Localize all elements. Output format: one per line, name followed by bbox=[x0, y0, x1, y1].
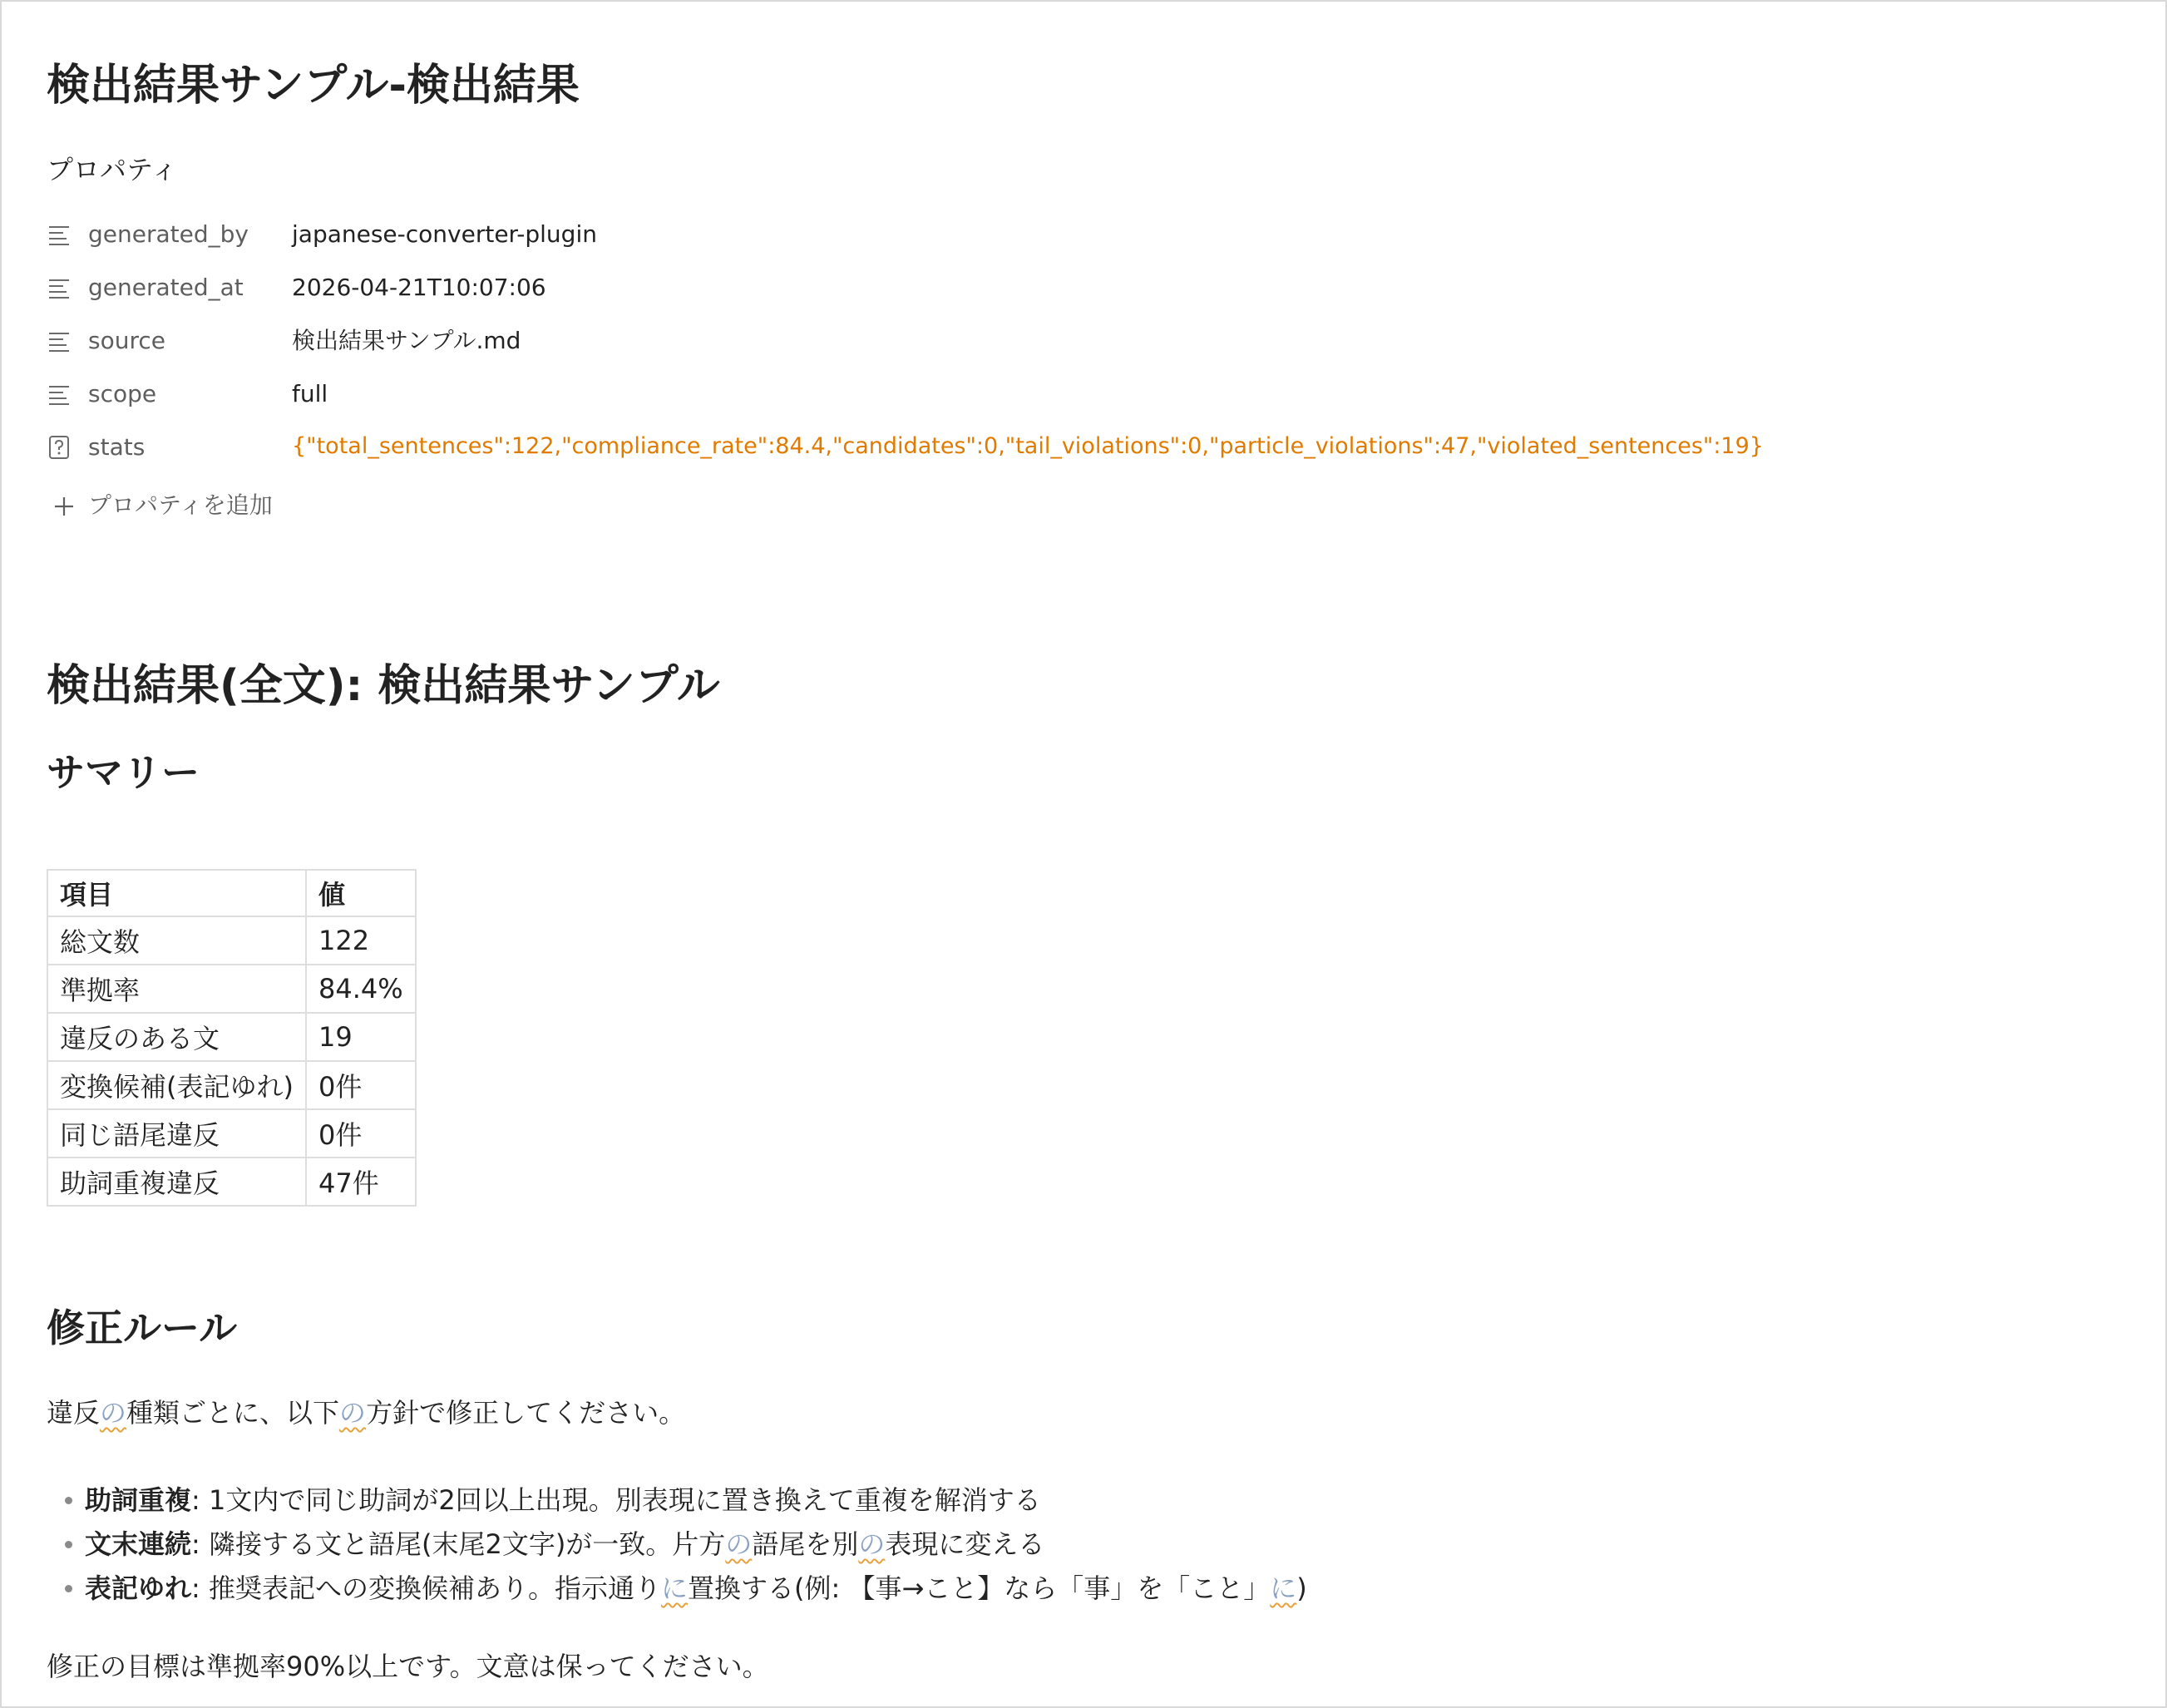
text-lines-icon bbox=[47, 382, 72, 407]
property-key[interactable]: generated_at bbox=[88, 274, 244, 301]
rules-heading: 修正ルール bbox=[47, 1306, 238, 1350]
text-lines-icon bbox=[47, 328, 72, 353]
property-key[interactable]: generated_by bbox=[88, 220, 249, 248]
table-cell[interactable]: 助詞重複違反 bbox=[47, 1158, 306, 1206]
spelling-mark[interactable]: の bbox=[339, 1397, 367, 1429]
text-segment: 置換する(例: 【事→こと】なら「事」を「こと」 bbox=[688, 1572, 1271, 1604]
table-cell[interactable]: 変換候補(表記ゆれ) bbox=[47, 1061, 306, 1109]
rule-term: 助詞重複 bbox=[85, 1484, 192, 1516]
table-cell[interactable]: 同じ語尾違反 bbox=[47, 1109, 306, 1158]
rule-text: : 1文内で同じ助詞が2回以上出現。別表現に置き換えて重複を解消する bbox=[191, 1484, 1041, 1516]
plus-icon bbox=[52, 494, 77, 519]
table-cell[interactable]: 準拠率 bbox=[47, 965, 306, 1013]
table-header-row bbox=[47, 870, 416, 916]
bullet-icon bbox=[65, 1497, 72, 1504]
spelling-mark[interactable]: の bbox=[725, 1528, 753, 1560]
properties-heading[interactable]: プロパティ bbox=[47, 154, 178, 185]
table-cell[interactable]: 違反のある文 bbox=[47, 1013, 306, 1061]
table-cell[interactable]: 84.4% bbox=[306, 965, 416, 1013]
property-value-json[interactable]: {"total_sentences":122,"compliance_rate":84.4,"candidates":0,"tail_violations":0,"particle_violations":47,"violated_sentences":19} bbox=[292, 433, 1764, 459]
text-segment: : 推奨表記への変換候補あり。指示通り bbox=[191, 1572, 661, 1604]
add-property-label: プロパティを追加 bbox=[88, 491, 273, 519]
text-segment: 違反 bbox=[47, 1397, 101, 1429]
rule-term: 文末連続 bbox=[85, 1528, 192, 1560]
column-header-item[interactable]: 項目 bbox=[47, 870, 306, 916]
table-row bbox=[47, 1061, 416, 1109]
property-value[interactable]: 2026-04-21T10:07:06 bbox=[292, 274, 546, 301]
question-box-icon bbox=[47, 435, 72, 460]
list-item bbox=[47, 1478, 1307, 1523]
table-cell[interactable]: 122 bbox=[306, 916, 416, 965]
rule-term: 表記ゆれ bbox=[85, 1572, 192, 1604]
spelling-mark[interactable]: に bbox=[1270, 1572, 1297, 1604]
bullet-icon bbox=[65, 1585, 72, 1592]
text-lines-icon bbox=[47, 222, 72, 247]
table-row bbox=[47, 965, 416, 1013]
document-title: 検出結果(全文): 検出結果サンプル bbox=[47, 661, 720, 711]
summary-table bbox=[47, 869, 417, 1207]
summary-heading: サマリー bbox=[47, 750, 200, 795]
text-lines-icon bbox=[47, 275, 72, 300]
rules-intro bbox=[47, 1397, 685, 1429]
table-row bbox=[47, 1109, 416, 1158]
spelling-mark[interactable]: の bbox=[100, 1397, 127, 1429]
text-segment: : 隣接する文と語尾(末尾2文字)が一致。片方 bbox=[191, 1528, 726, 1560]
bullet-icon bbox=[65, 1541, 72, 1548]
table-row bbox=[47, 916, 416, 965]
property-key[interactable]: source bbox=[88, 327, 165, 354]
table-row bbox=[47, 1013, 416, 1061]
rules-goal: 修正の目標は準拠率90%以上です。文意は保ってください。 bbox=[47, 1651, 769, 1682]
spelling-mark[interactable]: に bbox=[660, 1572, 688, 1604]
text-segment: 種類ごとに、以下 bbox=[126, 1397, 340, 1429]
table-cell[interactable]: 19 bbox=[306, 1013, 416, 1061]
property-key[interactable]: scope bbox=[88, 380, 157, 407]
text-segment: 方針で修正してください。 bbox=[366, 1397, 686, 1429]
table-cell[interactable]: 0件 bbox=[306, 1061, 416, 1109]
property-row-scope[interactable] bbox=[47, 373, 2042, 415]
column-header-value[interactable]: 値 bbox=[306, 870, 416, 916]
property-key[interactable]: stats bbox=[88, 433, 146, 461]
note-title[interactable]: 検出結果サンプル-検出結果 bbox=[47, 61, 580, 111]
property-row-source[interactable] bbox=[47, 320, 2042, 362]
table-cell[interactable]: 総文数 bbox=[47, 916, 306, 965]
property-value[interactable]: full bbox=[292, 380, 328, 407]
property-row-generated-by[interactable] bbox=[47, 214, 2042, 255]
rules-list bbox=[47, 1478, 1307, 1611]
property-row-stats[interactable] bbox=[47, 427, 2042, 468]
list-item bbox=[47, 1523, 1307, 1567]
text-segment: 語尾を別 bbox=[752, 1528, 859, 1560]
text-segment: 表現に変える bbox=[885, 1528, 1045, 1560]
text-segment: ) bbox=[1296, 1572, 1307, 1604]
table-cell[interactable]: 0件 bbox=[306, 1109, 416, 1158]
table-cell[interactable]: 47件 bbox=[306, 1158, 416, 1206]
property-row-generated-at[interactable] bbox=[47, 267, 2042, 309]
list-item bbox=[47, 1567, 1307, 1611]
table-row bbox=[47, 1158, 416, 1206]
spelling-mark[interactable]: の bbox=[858, 1528, 886, 1560]
property-value[interactable]: 検出結果サンプル.md bbox=[292, 327, 521, 354]
property-value[interactable]: japanese-converter-plugin bbox=[292, 220, 597, 248]
